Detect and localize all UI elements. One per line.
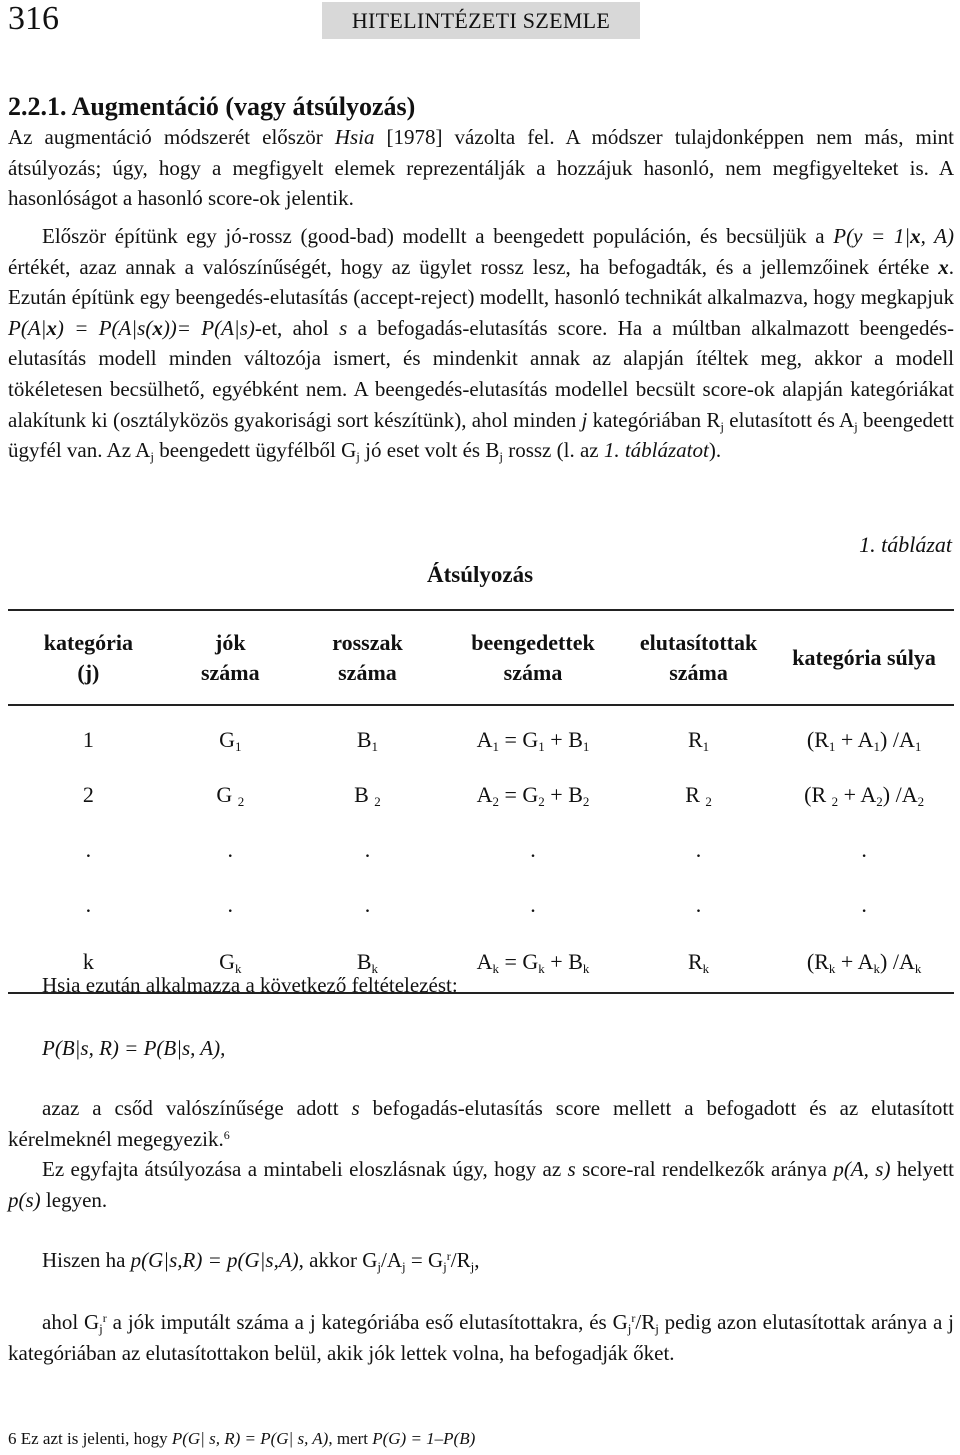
footnote: 6 Ez azt is jelenti, hogy P(G| s, R) = P(G| s, A), mert P(G) = 1–P(B) — [8, 1429, 476, 1448]
weighting-table — [8, 609, 954, 994]
cell-rejected: R $_2$ — [685, 781, 712, 809]
cell-accepted: $A_k = G_k + B_k$ — [443, 932, 623, 993]
cell-dots: . — [861, 891, 867, 917]
table-row — [8, 767, 954, 822]
col-header-category: kategória (j) — [8, 610, 169, 705]
cell-accepted: $A_1 = G_1 + B_1$ — [476, 726, 590, 754]
assumption-meaning: azaz a csőd valószínűsége adott s befogadás-elutasítás score mellett a befogadott és az elutasított kérelmeknél megegyezik.$^6$ — [8, 1096, 954, 1151]
cell-dots: . — [530, 891, 536, 917]
section-heading: 2.2.1. Augmentáció (vagy átsúlyozás) — [8, 92, 416, 121]
cell-weight: $(R_1 + A_1)$ $/A_1$ — [806, 726, 922, 754]
imputation-paragraph: ahol $G_j^r$ a jók imputált száma a j kategóriába eső elutasítottakra, és $G_j^r/R_j$ pedig azon elutasítottak aránya a j kategóriában az elutasítottakon belül, akik jók lettek volna, ha befogadják őket. — [8, 1310, 954, 1365]
cell-weight: $(R_k + A_k)$ $/A_k$ — [774, 932, 954, 993]
footnote-ref: 6 — [223, 1127, 230, 1142]
col-header-bads: rosszak száma — [292, 610, 443, 705]
cell-bads: B $_2$ — [354, 781, 381, 809]
col-header-accepted: beengedettek száma — [443, 610, 623, 705]
cell-rejected: $R_1$ — [687, 726, 710, 754]
cell-goods: $G_k$ — [169, 932, 292, 993]
cell-weight: (R $_2 + A_2$) $/A_2$ — [804, 781, 925, 809]
cell-category: k — [8, 932, 169, 993]
table-caption: 1. táblázat — [859, 532, 952, 557]
assumption-formula: P(B|s, R) = P(B|s, A), — [42, 1036, 226, 1060]
cell-category: 1 — [82, 726, 94, 752]
cell-accepted: $A_2 = G_2 + B_2$ — [476, 781, 590, 809]
assumption-intro: Hsia ezután alkalmazza a következő feltételezést: — [42, 973, 458, 997]
cell-dots: . — [695, 891, 702, 917]
cell-bads: $B_1$ — [356, 726, 379, 754]
cell-dots: . — [85, 891, 92, 917]
page-number: 316 — [8, 0, 59, 37]
cell-dots: . — [227, 891, 234, 917]
cell-dots: . — [861, 836, 867, 862]
cell-dots: . — [364, 836, 371, 862]
table-row — [8, 822, 954, 877]
reweighting-paragraph: Ez egyfajta átsúlyozása a mintabeli eloszlásnak úgy, hogy az s score-ral rendelkezők aránya p(A, s) helyett p(s) legyen. — [8, 1157, 954, 1212]
table-row — [8, 877, 954, 932]
table-row — [8, 705, 954, 767]
cell-category: 2 — [82, 781, 94, 807]
cell-dots: . — [695, 836, 702, 862]
intro-paragraph: Az augmentáció módszerét először Hsia [1978] vázolta fel. A módszer tulajdonképpen nem más, mint átsúlyozás; úgy, hogy a megfigyelt elemek reprezentálják a hozzájuk hasonló, nem megfigyelteket is. A hasonlóságot a hasonló score-ok jelentik. — [8, 125, 954, 211]
cell-rejected: $R_k$ — [623, 932, 774, 993]
cell-goods: G $_2$ — [216, 781, 245, 809]
cell-dots: . — [227, 836, 234, 862]
method-paragraph: Először építünk egy jó-rossz (good-bad) modellt a beengedett populáción, és becsüljük a P(y = 1|x, A) értékét, azaz annak a valószínűségét, hogy az ügylet rossz lesz, ha befogadták, és a jellemzőinek értéke x. Ezután építünk egy beengedés-elutasítás (accept-reject) modellt, hasonló technikát alkalmazva, hogy megkapjuk P(A|x) = P(A|s(x))= P(A|s)-et, ahol s a befogadás-elutasítás score. Ha a múltban alkalmazott beengedés-elutasítás modell minden változója ismert, és mindenkit annak az alapján ítéltek meg, akkor a modell tökéletesen becsülhető, egyébként nem. A beengedés-elutasítás modellel becsült score-ok alapján kategóriákat alakítunk ki (osztályközös gyakorisági sort készítünk), ahol minden j kategóriában $R_j$ elutasított és $A_j$ beengedett ügyfél van. Az $A_j$ beengedett ügyfélből $G_j$ jó eset volt és $B_j$ rossz (l. az 1. táblázatot). — [8, 224, 955, 465]
col-header-weight: kategória súlya — [774, 610, 954, 705]
table-title: Átsúlyozás — [426, 562, 534, 587]
cell-goods: $G_1$ — [219, 726, 242, 754]
running-header: HITELINTÉZETI SZEMLE — [322, 2, 640, 39]
col-header-goods: jók száma — [169, 610, 292, 705]
cell-dots: . — [530, 836, 536, 862]
cell-bads: $B_k$ — [292, 932, 443, 993]
table-header-row — [8, 610, 954, 705]
cell-dots: . — [364, 891, 371, 917]
col-header-rejected: elutasítottak száma — [623, 610, 774, 705]
cell-dots: . — [85, 836, 92, 862]
ratio-formula: Hiszen ha p(G|s,R) = p(G|s,A), akkor $G_j/A_j = G_j^r/R_j$, — [42, 1248, 480, 1274]
